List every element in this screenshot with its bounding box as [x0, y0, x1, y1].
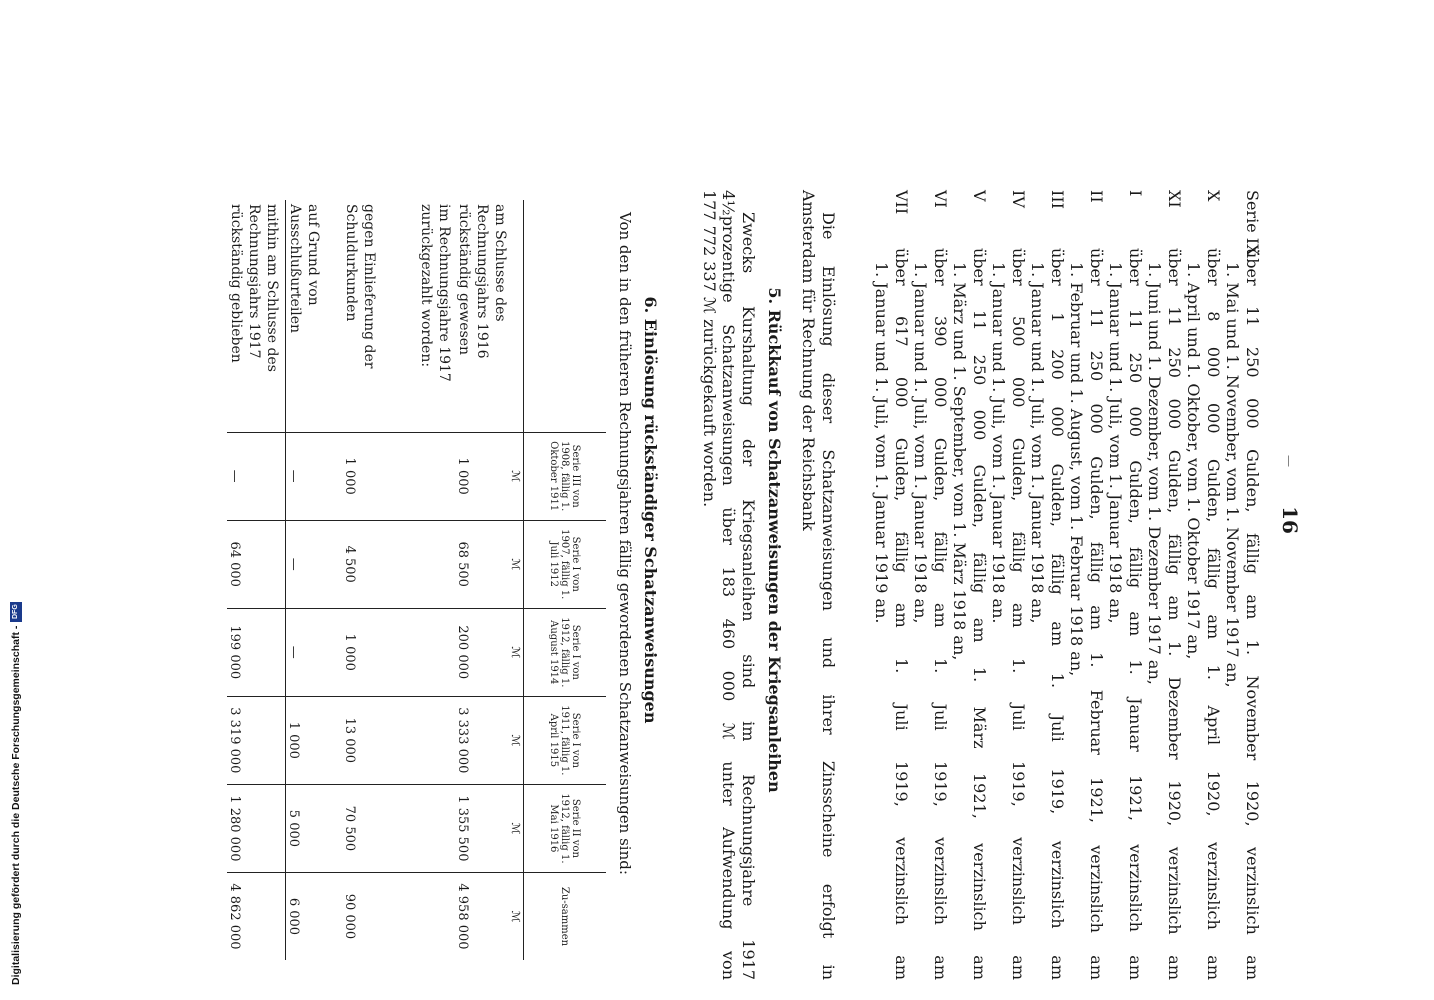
series-entry-first-line: [1087, 190, 1107, 980]
row-label: auf Grund von Ausschlußurteilen: [287, 204, 321, 334]
series-entry-first-line: [970, 190, 990, 980]
table-cell: 1 000: [286, 696, 343, 784]
table-cell: [417, 432, 455, 520]
series-interest-terms: 1. Januar und 1. Juli, vom 1. Januar 1918 an,: [911, 262, 931, 624]
section-6-heading: 6. Einlösung rückständiger Schatzanweisungen: [641, 296, 660, 724]
series-interest-terms: 1. Februar und 1. August, vom 1. Februar 1918 an,: [1067, 262, 1087, 677]
series-label: IV: [1009, 190, 1028, 208]
table-cell: 70 500: [342, 784, 417, 872]
section-6-intro-text: Von den in den früheren Rechnungsjahren fällig gewordenen Schatzanweisungen sind:: [616, 212, 634, 875]
section-6-intro: [616, 190, 634, 950]
table-cell: 4 862 000: [227, 872, 286, 960]
series-entry-first-line: [1243, 190, 1263, 980]
table-cell: 13 000: [342, 696, 417, 784]
series-terms: über 11 250 000 Gulden, fällig am 1. Dezember 1920, verzinslich am: [1165, 248, 1184, 980]
table-cell: [417, 784, 455, 872]
section-5-line: 177 772 337 ℳ zurückgekauft worden.: [700, 190, 719, 508]
table-cell: 1 000: [342, 432, 417, 520]
series-label: Serie IX: [1243, 190, 1262, 256]
section-5-heading: 5. Rückkauf von Schatzanweisungen der Kriegsanleihen: [765, 287, 784, 793]
credit-text: Digitalisierung gefördert durch die Deutsche Forschungsgemeinschaft -: [10, 625, 22, 985]
table-cell: 1 000: [342, 608, 417, 696]
table-cell: 1 000: [455, 432, 509, 520]
series-entry-first-line: [1048, 190, 1068, 980]
series-interest-terms: 1. Mai und 1. November, vom 1. November 1917 an,: [1223, 262, 1243, 688]
series-terms: über 11 250 000 Gulden, fällig am 1. Januar 1921, verzinslich am: [1126, 248, 1145, 980]
series-entry: [1184, 190, 1223, 980]
series-entry: [1028, 190, 1067, 980]
table-cell: —: [227, 432, 286, 520]
series-label: V: [970, 190, 989, 202]
table-cell: 4 500: [342, 520, 417, 608]
table-row: [455, 200, 509, 960]
series-entry: [1223, 190, 1262, 980]
column-header: Serie I von 1911, fällig 1. April 1915: [524, 696, 607, 784]
page-number: 16: [1278, 506, 1302, 534]
series-interest-terms: 1. April und 1. Oktober, vom 1. Oktober 1917 an,: [1184, 262, 1204, 660]
table-cell: 1 355 500: [455, 784, 509, 872]
series-label: VII: [892, 190, 911, 215]
table-cell: [417, 520, 455, 608]
series-terms: über 617 000 Gulden, fällig am 1. Juli 1919, verzinslich am: [892, 248, 911, 980]
payment-note-line: Amsterdam für Rechnung der Reichsbank: [799, 190, 819, 531]
series-entry-first-line: [1126, 190, 1146, 980]
section-5-line: Zwecks Kurshaltung der Kriegsanleihen sind im Rechnungsjahre 1917: [739, 212, 758, 980]
table-cell: [417, 608, 455, 696]
column-header: Serie I von 1912, fällig 1. August 1914: [524, 608, 607, 696]
unit-spacer: [509, 200, 524, 432]
row-label: im Rechnungsjahre 1917 zurückgezahlt worden:: [418, 204, 452, 382]
series-entry-first-line: [892, 190, 912, 980]
header-dash: —: [1282, 455, 1296, 467]
unit-row: [509, 200, 524, 960]
unit-cell: ℳ: [509, 608, 524, 696]
series-terms: über 500 000 Gulden, fällig am 1. Juli 1919, verzinslich am: [1009, 248, 1028, 980]
series-entry: [1145, 190, 1184, 980]
series-label: XI: [1165, 190, 1184, 208]
table-cell: 1 280 000: [227, 784, 286, 872]
series-entry-first-line: [931, 190, 951, 980]
unit-cell: ℳ: [509, 432, 524, 520]
series-entry: [950, 190, 989, 980]
table-row: [342, 200, 417, 960]
table-cell: 6 000: [286, 872, 343, 960]
unit-cell: ℳ: [509, 696, 524, 784]
series-entry-first-line: [1009, 190, 1029, 980]
unit-cell: ℳ: [509, 784, 524, 872]
table-header-row: [524, 200, 607, 960]
row-label: mithin am Schlusse des Rechnungsjahrs 1917 rückständig geblieben: [227, 200, 286, 432]
payment-note-line: Die Einlösung dieser Schatzanweisungen und ihrer Zinsscheine erfolgt in: [819, 212, 838, 980]
series-interest-terms: 1. Januar und 1. Juli, vom 1. Januar 1919 an.: [872, 262, 892, 624]
series-interest-terms: 1. Januar und 1. Juli, vom 1. Januar 1918 an.: [989, 262, 1009, 624]
series-terms: über 390 000 Gulden, fällig am 1. Juli 1919, verzinslich am: [931, 248, 950, 980]
table-row: [286, 200, 343, 960]
series-terms: über 11 250 000 Gulden, fällig am 1. Februar 1921, verzinslich am: [1087, 248, 1106, 980]
table-cell: 90 000: [342, 872, 417, 960]
table-cell: —: [286, 432, 343, 520]
series-interest-terms: 1. Januar und 1. Juli, vom 1. Januar 1918 an,: [1106, 262, 1126, 624]
payment-note: [799, 190, 838, 980]
table-cell: —: [286, 520, 343, 608]
series-terms: über 11 250 000 Gulden, fällig am 1. März 1921, verzinslich am: [970, 248, 989, 980]
section-5-paragraph: [700, 190, 759, 980]
table-cell: —: [286, 608, 343, 696]
series-label: III: [1048, 190, 1067, 209]
series-entry-first-line: [1165, 190, 1185, 980]
series-entry: [989, 190, 1028, 980]
series-entry-first-line: [1204, 190, 1224, 980]
series-list: [872, 190, 1262, 980]
table-row: [417, 200, 455, 960]
table-cell: 5 000: [286, 784, 343, 872]
dfg-logo: DFG: [10, 602, 22, 622]
table-cell: 64 000: [227, 520, 286, 608]
document-page: [20, 10, 1310, 990]
row-label: am Schlusse des Rechnungsjahrs 1916 rückständig gewesen: [456, 204, 508, 359]
column-header: Serie II von 1912, fällig 1. Mai 1916: [524, 784, 607, 872]
series-terms: über 11 250 000 Gulden, fällig am 1. November 1920, verzinslich am: [1243, 248, 1262, 980]
series-entry: [1106, 190, 1145, 980]
digitization-credit: [0, 0, 20, 1000]
series-terms: über 8 000 000 Gulden, fällig am 1. April 1920, verzinslich am: [1204, 248, 1223, 980]
column-header: Zu-sammen: [524, 872, 607, 960]
series-label: II: [1087, 190, 1106, 203]
table-cell: [417, 872, 455, 960]
series-terms: über 1 200 000 Gulden, fällig am 1. Juli 1919, verzinslich am: [1048, 248, 1067, 980]
row-label: gegen Einlieferung der Schuldurkunden: [343, 204, 377, 369]
table-cell: 4 958 000: [455, 872, 509, 960]
table-header-label: [524, 200, 607, 432]
column-header: Serie I von 1907, fällig 1. Juli 1912: [524, 520, 607, 608]
redemption-table: [227, 200, 606, 960]
table-cell: 200 000: [455, 608, 509, 696]
table-cell: 68 500: [455, 520, 509, 608]
series-entry: [911, 190, 950, 980]
table-cell: 3 319 000: [227, 696, 286, 784]
table-cell: [417, 696, 455, 784]
series-label: I: [1126, 190, 1145, 197]
series-interest-terms: 1. Juni und 1. Dezember, vom 1. Dezember 1917 an,: [1145, 262, 1165, 685]
table-cell: 3 333 000: [455, 696, 509, 784]
column-header: Serie III von 1908, fällig 1. Oktober 1911: [524, 432, 607, 520]
series-label: X: [1204, 190, 1223, 202]
table-row: [227, 200, 286, 960]
series-entry: [872, 190, 911, 980]
series-entry: [1067, 190, 1106, 980]
series-interest-terms: 1. Januar und 1. Juli, vom 1. Januar 1918 an,: [1028, 262, 1048, 624]
section-5-line: 4½prozentige Schatzanweisungen über 183 460 000 ℳ unter Aufwendung von: [719, 190, 739, 980]
unit-cell: ℳ: [509, 872, 524, 960]
series-label: VI: [931, 190, 950, 208]
unit-cell: ℳ: [509, 520, 524, 608]
table-cell: 199 000: [227, 608, 286, 696]
series-interest-terms: 1. März und 1. September, vom 1. März 1918 an,: [950, 262, 970, 661]
